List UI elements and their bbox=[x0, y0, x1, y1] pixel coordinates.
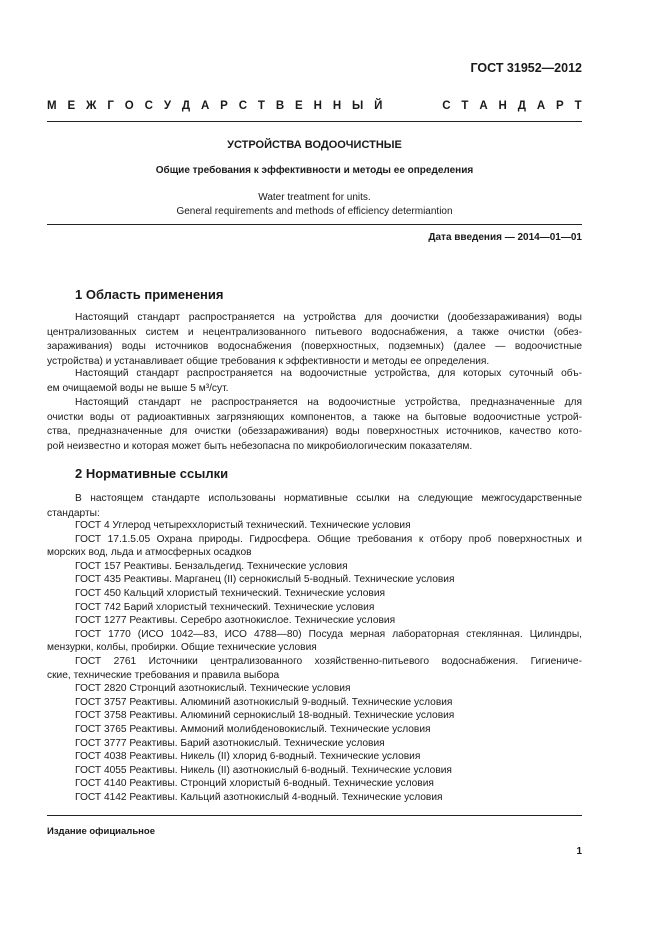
paragraph-line: устройства) и устанавливает общие требования к эффективности и методы ее определения. bbox=[47, 355, 490, 367]
banner-letter: Д bbox=[517, 100, 526, 112]
banner-letter: Й bbox=[374, 100, 383, 112]
normative-reference-item bbox=[47, 764, 582, 778]
normative-reference-item bbox=[47, 560, 582, 574]
footer-divider bbox=[47, 815, 582, 816]
normative-reference-item bbox=[47, 791, 582, 805]
banner-letter: Р bbox=[220, 100, 228, 112]
banner-letter: Т bbox=[574, 100, 582, 112]
normative-references-list bbox=[47, 519, 582, 804]
header-divider-bottom bbox=[47, 224, 582, 225]
reference-line: ГОСТ 4 Углерод четыреххлористый технический. Технические условия bbox=[75, 520, 411, 531]
section-1-paragraph-2 bbox=[47, 367, 582, 396]
reference-line: ГОСТ 3758 Реактивы. Алюминий сернокислый 18-водный. Технические условия bbox=[75, 710, 455, 722]
reference-line: ГОСТ 4140 Реактивы. Стронций хлористый 6-водный. Технические условия bbox=[75, 778, 434, 790]
banner-letter: С bbox=[144, 100, 153, 112]
paragraph-line: рой неизвестно и которая может быть небезопасна по микробиологическим показателям. bbox=[47, 440, 473, 452]
banner-word-gap bbox=[393, 100, 431, 112]
normative-reference-item bbox=[47, 628, 582, 655]
banner-letter: Е bbox=[295, 100, 303, 112]
banner-letter: Д bbox=[181, 100, 191, 112]
reference-line: ГОСТ 1277 Реактивы. Серебро азотнокислое. Технические условия bbox=[75, 615, 396, 627]
banner-letter: Т bbox=[257, 100, 265, 112]
paragraph-line: В настоящем стандарте использованы нормативные ссылки на следующие межгосударственные bbox=[75, 493, 582, 504]
standard-number: ГОСТ 31952—2012 bbox=[470, 61, 582, 75]
banner-letter: Р bbox=[556, 100, 564, 112]
section-1-paragraph-1 bbox=[47, 311, 582, 369]
normative-reference-item bbox=[47, 737, 582, 751]
banner-letter: Ы bbox=[352, 100, 364, 112]
banner-letter: С bbox=[238, 100, 248, 112]
reference-line: ГОСТ 2820 Стронций азотнокислый. Технические условия bbox=[75, 683, 351, 695]
official-edition-note: Издание официальное bbox=[47, 826, 155, 837]
banner-letter: Е bbox=[67, 100, 76, 112]
normative-reference-item bbox=[47, 614, 582, 628]
paragraph-line: Настоящий стандарт распространяется на водоочистные устройства, для которых суточный объ- bbox=[75, 368, 582, 379]
normative-reference-item bbox=[47, 601, 582, 615]
normative-reference-item bbox=[47, 682, 582, 696]
normative-reference-item bbox=[47, 519, 582, 533]
section-1-heading: 1 Область применения bbox=[75, 287, 224, 302]
banner-letter: У bbox=[163, 100, 171, 112]
paragraph-line: зараживания) воды источников водоснабжения (поверхностных, подземных) (далее — водоочистные bbox=[47, 341, 582, 352]
reference-line: ГОСТ 3765 Реактивы. Аммоний молибденовокислый. Технические условия bbox=[75, 723, 431, 735]
normative-reference-item bbox=[47, 655, 582, 682]
normative-reference-item bbox=[47, 777, 582, 791]
banner-letter: А bbox=[479, 100, 488, 112]
banner-letter: Н bbox=[313, 100, 322, 112]
reference-line: ГОСТ 157 Реактивы. Бензальдегид. Технические условия bbox=[75, 560, 348, 572]
reference-line: морских вод, льда и атмосферных осадков bbox=[47, 547, 252, 559]
banner-letter: Н bbox=[498, 100, 507, 112]
reference-line: ГОСТ 17.1.5.05 Охрана природы. Гидросфера. Общие требования к отбору проб поверхностных и bbox=[75, 533, 582, 545]
paragraph-line: ем очищаемой воды не выше 5 м³/сут. bbox=[47, 382, 229, 394]
document-subtitle: Общие требования к эффективности и методы ее определения bbox=[155, 165, 474, 176]
normative-reference-item bbox=[47, 533, 582, 560]
normative-reference-item bbox=[47, 723, 582, 737]
paragraph-line: ства, предназначенные для очистки (обеззараживания) воды поверхностных источников, качество кото- bbox=[47, 426, 582, 437]
normative-reference-item bbox=[47, 709, 582, 723]
banner-letter: А bbox=[200, 100, 210, 112]
banner-letter: В bbox=[275, 100, 285, 112]
introduction-date: Дата введения — 2014—01—01 bbox=[428, 232, 582, 243]
banner-letter: Т bbox=[461, 100, 469, 112]
reference-line: ГОСТ 742 Барий хлористый технический. Технические условия bbox=[75, 601, 375, 613]
reference-line: ГОСТ 4055 Реактивы. Никель (II) азотнокислый 6-водный. Технические условия bbox=[75, 764, 452, 776]
banner-letter: С bbox=[442, 100, 451, 112]
banner-letter: Г bbox=[107, 100, 114, 112]
reference-line: мензурки, колбы, пробирки. Общие технические условия bbox=[47, 642, 317, 654]
paragraph-line: стандарты: bbox=[47, 507, 100, 519]
reference-line: ГОСТ 4142 Реактивы. Кальций азотнокислый 4-водный. Технические условия bbox=[75, 791, 443, 803]
banner-letter: М bbox=[47, 100, 57, 112]
paragraph-line: очистки воды от радиоактивных загрязняющих компонентов, а также на бытовые водоочистные устрой- bbox=[47, 411, 582, 423]
normative-reference-item bbox=[47, 587, 582, 601]
reference-line: ГОСТ 4038 Реактивы. Никель (II) хлорид 6-водный. Технические условия bbox=[75, 751, 421, 763]
reference-line: ГОСТ 3757 Реактивы. Алюминий азотнокислый 9-водный. Технические условия bbox=[75, 696, 453, 708]
document-title: УСТРОЙСТВА ВОДООЧИСТНЫЕ bbox=[227, 139, 402, 151]
reference-line: ГОСТ 450 Кальций хлористый технический. Технические условия bbox=[75, 587, 386, 599]
english-title bbox=[47, 191, 582, 219]
reference-line: ские, технические требования и правила выбора bbox=[47, 669, 280, 681]
banner-letter: О bbox=[124, 100, 134, 112]
reference-line: ГОСТ 3777 Реактивы. Барий азотнокислый. Технические условия bbox=[75, 737, 385, 749]
normative-reference-item bbox=[47, 750, 582, 764]
reference-line: ГОСТ 1770 (ИСО 1042—83, ИСО 4788—80) Посуда мерная лабораторная стеклянная. Цилиндры, bbox=[75, 628, 582, 640]
header-divider-top bbox=[47, 121, 582, 122]
reference-line: ГОСТ 435 Реактивы. Марганец (II) сернокислый 5-водный. Технические условия bbox=[75, 574, 455, 586]
normative-reference-item bbox=[47, 573, 582, 587]
paragraph-line: Настоящий стандарт распространяется на устройства для доочистки (дообеззараживания) воды bbox=[75, 312, 582, 323]
banner-letter: А bbox=[536, 100, 546, 112]
section-1-paragraph-3 bbox=[47, 396, 582, 454]
english-title-line-2: General requirements and methods of efficiency determiantion bbox=[176, 206, 453, 217]
section-2-intro bbox=[47, 492, 582, 521]
normative-reference-item bbox=[47, 696, 582, 710]
paragraph-line: Настоящий стандарт не распространяется на водоочистные устройства, предназначенные для bbox=[75, 397, 582, 408]
banner-letter: Н bbox=[332, 100, 342, 112]
section-2-heading: 2 Нормативные ссылки bbox=[75, 466, 229, 481]
interstate-standard-banner bbox=[47, 100, 582, 112]
reference-line: ГОСТ 2761 Источники централизованного хозяйственно-питьевого водоснабжения. Гигиениче- bbox=[75, 655, 582, 667]
page-number: 1 bbox=[576, 846, 582, 857]
banner-letter: Ж bbox=[86, 100, 97, 112]
english-title-line-1: Water treatment for units. bbox=[258, 192, 371, 203]
paragraph-line: централизованных систем и нецентрализованного питьевого водоснабжения, а также очистки (обез- bbox=[47, 326, 582, 338]
